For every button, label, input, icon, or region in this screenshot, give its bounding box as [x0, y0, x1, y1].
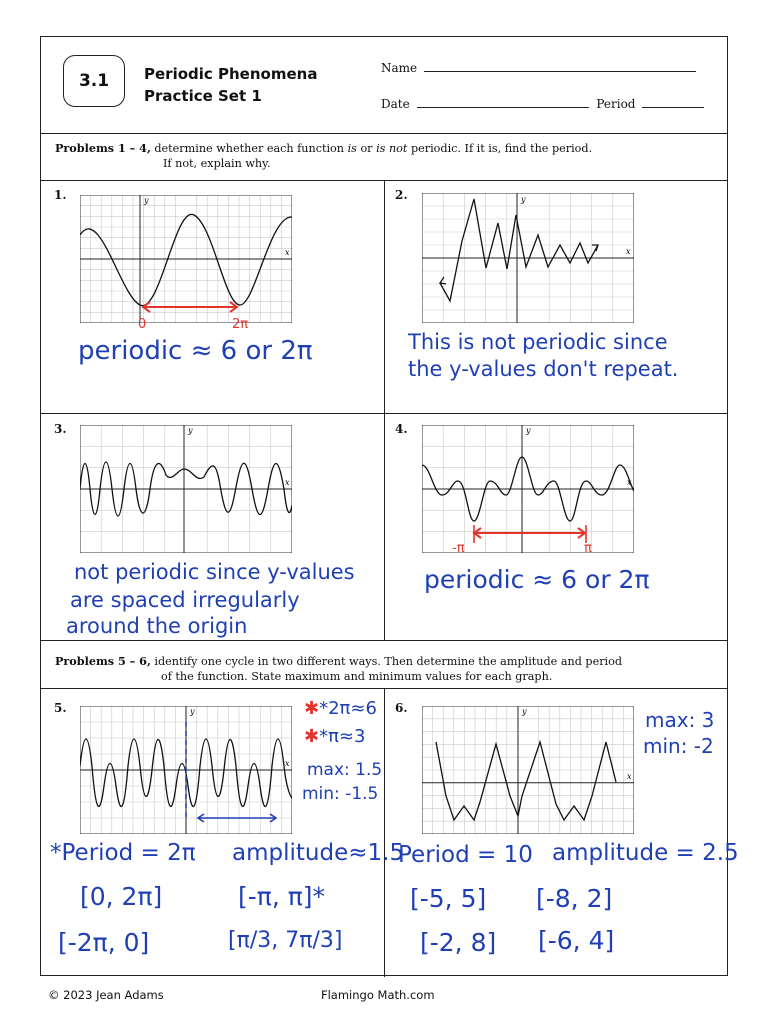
title-line-2: Practice Set 1: [144, 87, 262, 105]
mark-negative-pi: -π: [452, 541, 465, 556]
instructions-text: identify one cycle in two different ways. Then determine the amplitude and period: [150, 655, 623, 668]
min-value: min: -1.5: [302, 784, 379, 804]
problem-5-amplitude: amplitude≈1.5: [232, 840, 405, 866]
mark-zero: 0: [138, 317, 147, 332]
problem-6-period: Period = 10: [398, 842, 533, 868]
side-note-pi: ✱*π≈3: [304, 726, 366, 747]
date-field: [381, 97, 704, 111]
problem-6-cycle-4: [-6, 4]: [538, 926, 615, 955]
grid: [422, 706, 634, 834]
divider: [41, 413, 727, 414]
name-line: [424, 71, 696, 72]
problem-2-number: 2.: [395, 188, 408, 202]
instructions-text-b: periodic. If it is, find the period.: [407, 142, 593, 155]
section-number: 3.1: [63, 55, 125, 107]
divider: [41, 133, 727, 134]
problem-3-answer-line-1: not periodic since y-values: [74, 560, 355, 584]
problem-6-cycle-3: [-2, 8]: [420, 928, 497, 957]
x-axis-label: x: [627, 772, 632, 781]
title-line-1: Periodic Phenomena: [144, 65, 318, 83]
max-value: max: 1.5: [307, 760, 383, 780]
problem-4-number: 4.: [395, 422, 408, 436]
footer-copyright: © 2023 Jean Adams: [48, 988, 164, 1002]
y-axis-label: y: [188, 426, 193, 435]
problem-3-answer-line-2: are spaced irregularly: [70, 588, 300, 612]
instructions-lead: Problems 5 – 6,: [55, 654, 151, 668]
y-axis-label: y: [522, 707, 527, 716]
problem-6-amplitude: amplitude = 2.5: [552, 840, 739, 866]
mark-pi: π: [584, 541, 592, 556]
problem-5-cycle-4: [π/3, 7π/3]: [228, 928, 343, 953]
instructions-text: determine whether each function: [150, 142, 348, 155]
x-axis-label: x: [626, 247, 631, 256]
instructions-is-not: is not: [376, 142, 408, 155]
instructions-line-2: of the function. State maximum and minimum values for each graph.: [161, 670, 553, 683]
side-note-two-pi: ✱*2π≈6: [304, 698, 377, 719]
x-axis-label: x: [285, 759, 290, 768]
problem-2-graph: [422, 193, 634, 323]
problem-5-cycle-1: [0, 2π]: [80, 882, 163, 911]
instructions-1-4: [55, 141, 705, 171]
worksheet-title: [144, 63, 317, 107]
problem-2-answer-line-1: This is not periodic since: [408, 330, 668, 354]
instructions-is: is: [347, 142, 357, 155]
instructions-5-6: [55, 654, 705, 684]
problem-5-number: 5.: [54, 701, 67, 715]
problem-5-cycle-2: [-π, π]*: [238, 882, 326, 911]
name-label: Name: [381, 61, 418, 75]
function-curve: [440, 199, 598, 301]
problem-2-answer-line-2: the y-values don't repeat.: [408, 357, 679, 381]
instructions-line-2: If not, explain why.: [163, 157, 271, 170]
date-line: [417, 107, 589, 108]
problem-1-answer: periodic ≈ 6 or 2π: [78, 336, 313, 366]
problem-5-period: *Period = 2π: [50, 840, 196, 866]
problem-6-number: 6.: [395, 701, 408, 715]
min-value: min: -2: [643, 734, 714, 758]
problem-1-graph: [80, 195, 292, 323]
instructions-or: or: [356, 142, 377, 155]
problem-3-answer-line-3: around the origin: [66, 614, 248, 638]
y-axis-label: y: [526, 426, 531, 435]
name-field: [381, 61, 696, 75]
y-axis-label: y: [190, 707, 195, 716]
problem-5-cycle-3: [-2π, 0]: [58, 928, 150, 957]
x-axis-label: x: [285, 478, 290, 487]
problem-6-cycle-2: [-8, 2]: [536, 884, 613, 913]
problem-3-graph: [80, 425, 292, 553]
period-label: Period: [596, 97, 636, 111]
x-axis-label: x: [285, 248, 290, 257]
footer-site: Flamingo Math.com: [321, 988, 435, 1002]
instructions-lead: Problems 1 – 4,: [55, 141, 151, 155]
date-label: Date: [381, 97, 410, 111]
column-divider: [384, 688, 385, 977]
y-axis-label: y: [521, 195, 526, 204]
problem-5-graph: [80, 706, 292, 834]
column-divider: [384, 180, 385, 640]
period-line: [642, 107, 704, 108]
problem-4-graph: [422, 425, 634, 553]
problem-4-answer: periodic ≈ 6 or 2π: [424, 565, 650, 594]
x-axis-label: x: [627, 478, 632, 487]
max-value: max: 3: [645, 708, 715, 732]
problem-6-cycle-1: [-5, 5]: [410, 884, 487, 913]
y-axis-label: y: [144, 196, 149, 205]
problem-1-number: 1.: [54, 188, 67, 202]
problem-6-graph: [422, 706, 634, 834]
problem-3-number: 3.: [54, 422, 67, 436]
mark-two-pi: 2π: [232, 317, 249, 332]
divider: [41, 640, 727, 641]
